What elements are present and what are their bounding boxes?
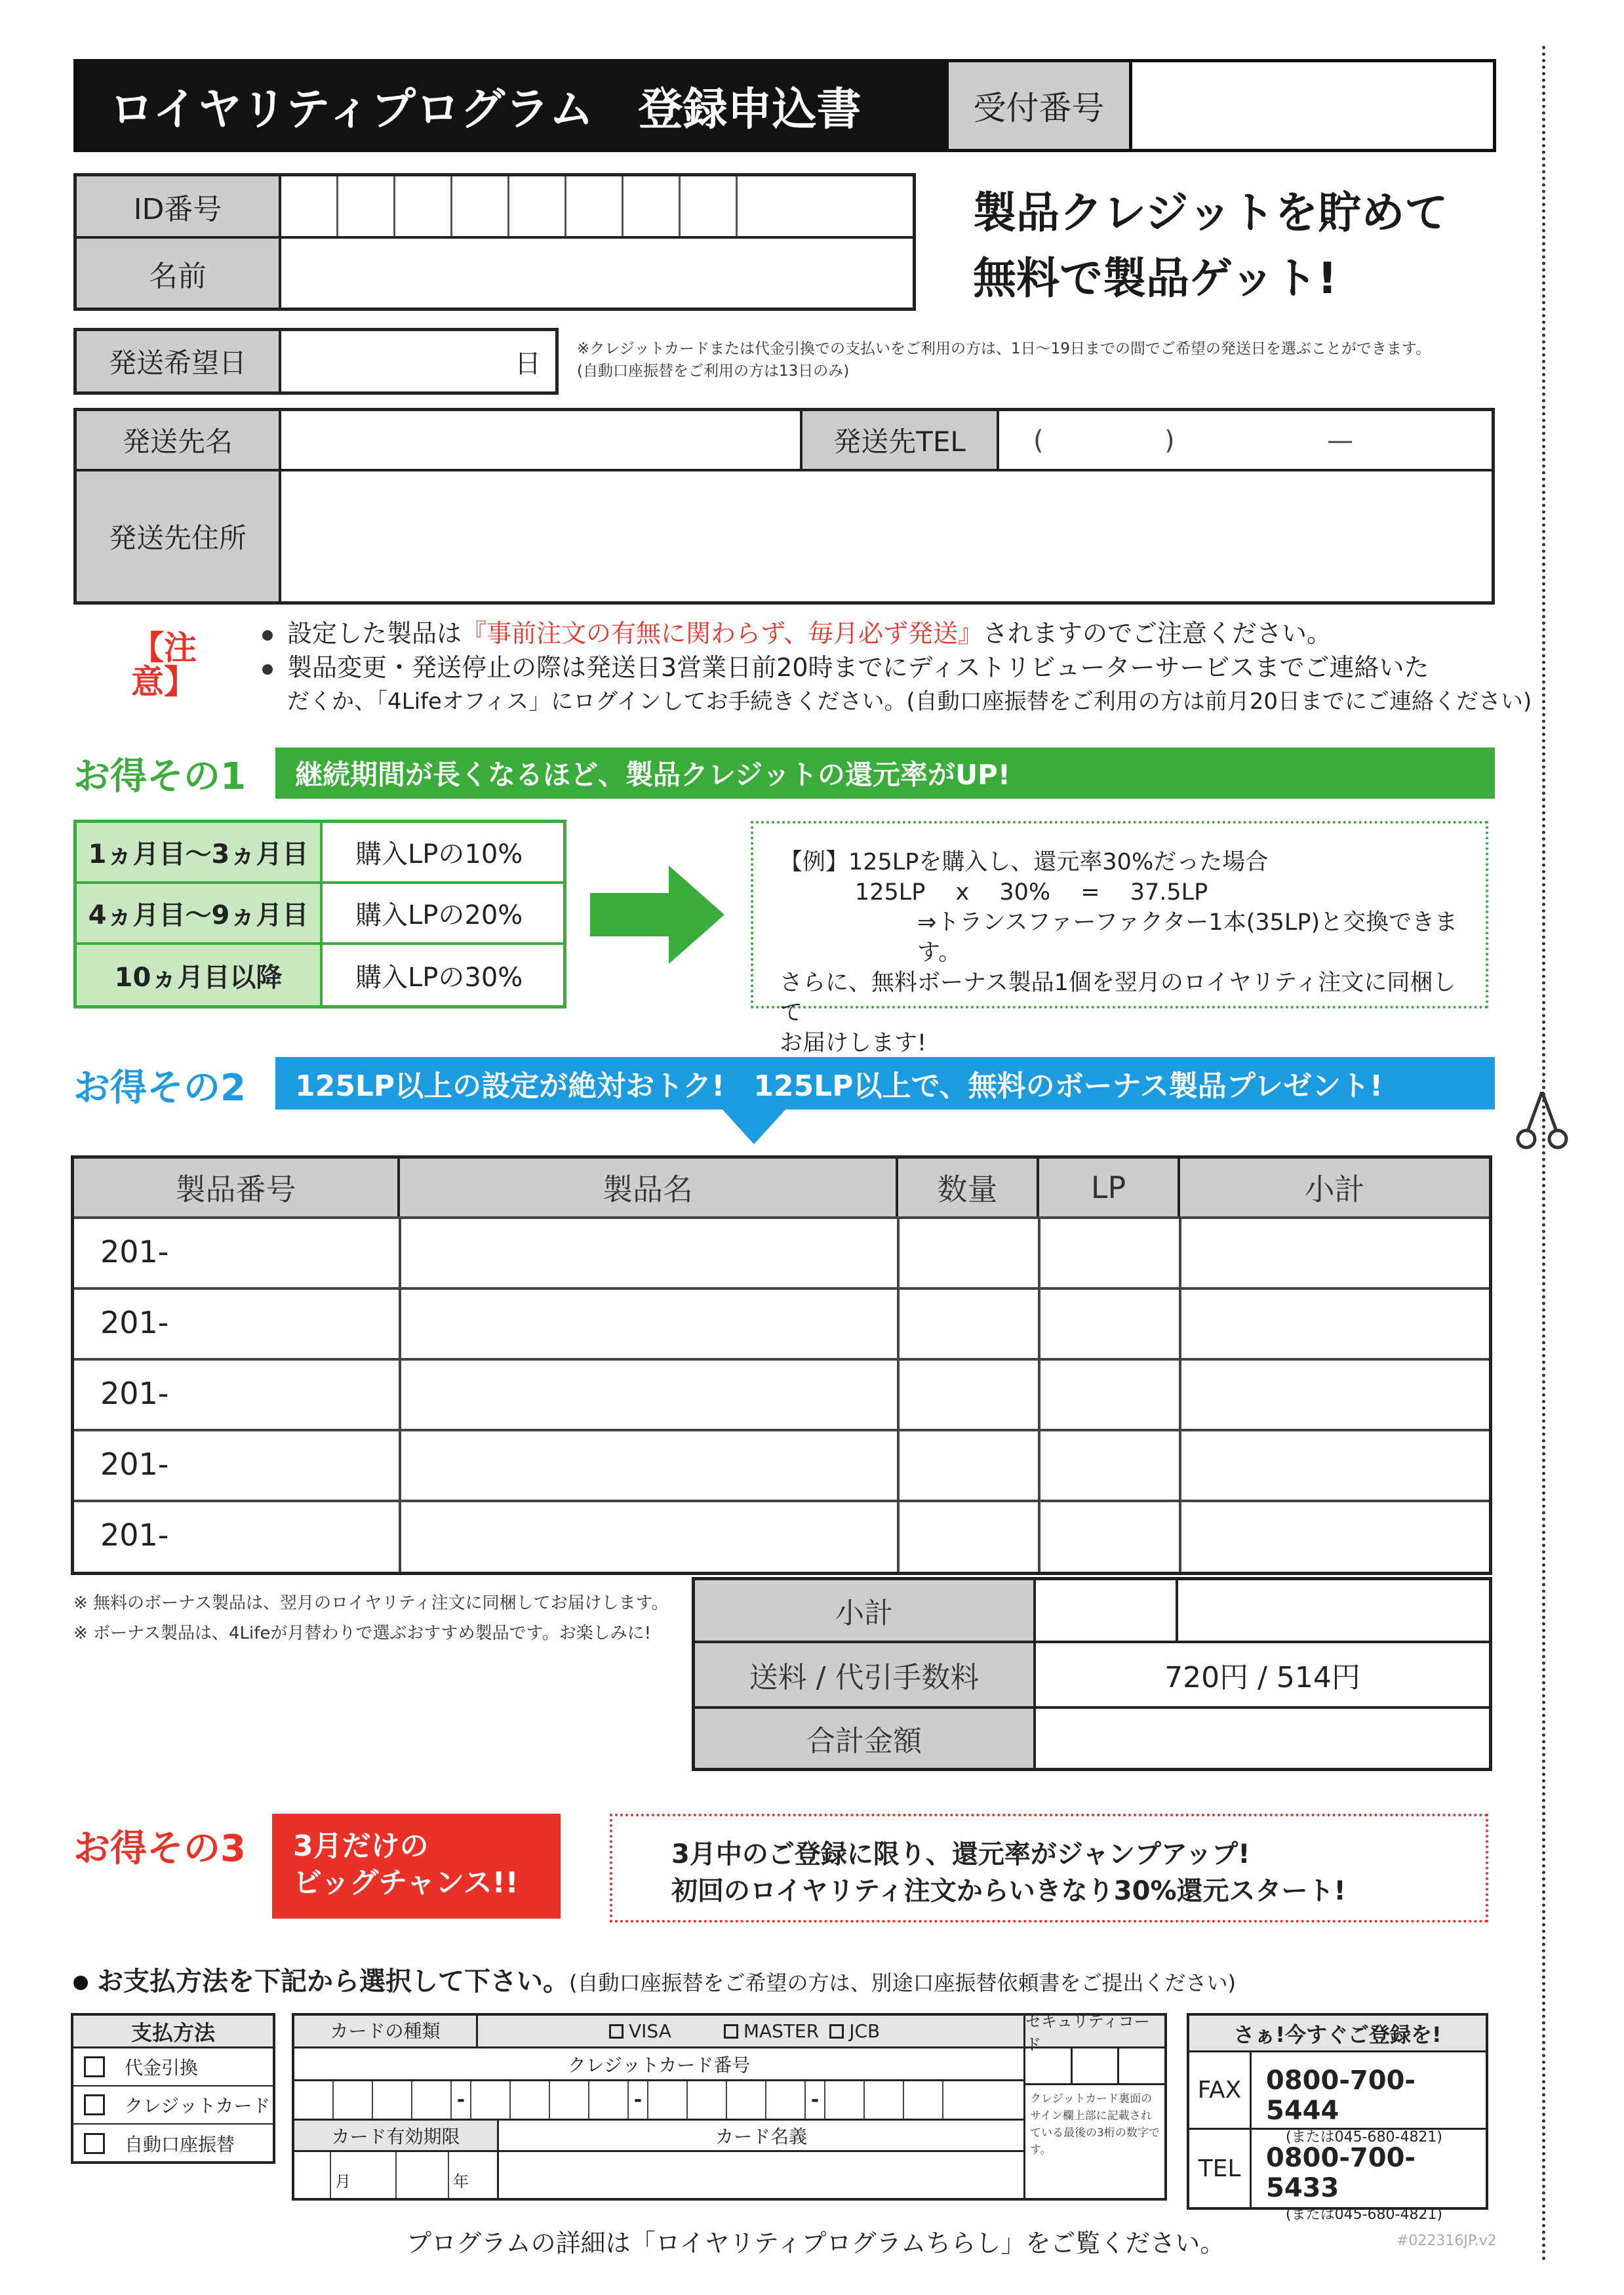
contact-heading: さぁ!今すぐご登録を!: [1189, 2016, 1486, 2052]
tel-close-paren: ): [1164, 426, 1175, 456]
payment-option-bank[interactable]: [73, 2125, 273, 2163]
receipt-number-field[interactable]: [1129, 62, 1493, 149]
name-field[interactable]: [281, 239, 913, 308]
form-title: ロイヤリティプログラム 登録申込書: [77, 62, 945, 149]
contact-box: [1187, 2013, 1488, 2223]
example-line4: さらに、無料ボーナス製品1個を翌月のロイヤリティ注文に同梱して: [780, 970, 1456, 1026]
checkbox[interactable]: [724, 2024, 738, 2039]
checkbox[interactable]: [84, 2133, 105, 2154]
card-number-label: クレジットカード番号: [294, 2048, 1025, 2081]
notice-heading: 【注意】: [131, 629, 197, 701]
rate-period: 1ヵ月目〜3ヵ月目: [77, 823, 323, 881]
name-label: 名前: [77, 239, 281, 308]
ship-date-box: [73, 328, 559, 395]
dest-address-label: 発送先住所: [77, 471, 281, 601]
example-line5: お届けします!: [780, 1030, 927, 1056]
fax-label: FAX: [1189, 2052, 1252, 2128]
card-name-field[interactable]: [499, 2152, 1025, 2198]
table-row[interactable]: 201-: [100, 1447, 169, 1482]
dest-address-field[interactable]: [281, 471, 1492, 601]
tagline-line1: 製品クレジットを貯めて: [973, 188, 1448, 238]
bullet-icon: [262, 664, 273, 675]
dest-tel-label: 発送先TEL: [802, 411, 999, 469]
total-label: 合計金額: [695, 1709, 1036, 1768]
benefit3-title: お得その3: [73, 1827, 246, 1870]
col-header-product-code: 製品番号: [74, 1159, 400, 1216]
id-number-field[interactable]: [281, 176, 913, 236]
rate-value: 購入LPの20%: [355, 900, 523, 930]
ship-date-label: 発送希望日: [77, 331, 281, 391]
ship-note-line1: ※クレジットカードまたは代金引換での支払いをご利用の方は、1日〜19日までの間でご希望の発送日を選ぶことができます。: [577, 340, 1431, 357]
dest-tel-field[interactable]: [999, 411, 1492, 469]
payment-option-credit[interactable]: [73, 2086, 273, 2125]
card-type-label: カードの種類: [294, 2015, 478, 2048]
notice-line1-pre: 設定した製品は: [287, 619, 462, 648]
tagline: [973, 180, 1448, 311]
benefit3-box: [610, 1814, 1488, 1923]
arrow-down-icon: [721, 1108, 787, 1144]
ship-note-line2: (自動口座振替をご利用の方は13日のみ): [577, 363, 850, 380]
tel-label: TEL: [1189, 2130, 1252, 2207]
dest-name-field[interactable]: [281, 411, 802, 469]
example-line1: 【例】125LPを購入し、還元率30%だった場合: [780, 849, 1269, 875]
option-label: 代金引換: [125, 2057, 199, 2079]
fax-number: 0800-700-5444: [1266, 2066, 1416, 2126]
benefit2-banner: 125LP以上の設定が絶対おトク! 125LP以上で、無料のボーナス製品プレゼント!: [275, 1057, 1495, 1109]
tel-dash: —: [1327, 426, 1353, 456]
table-row[interactable]: 201-: [100, 1376, 169, 1411]
subtotal-label: 小計: [695, 1580, 1036, 1641]
payment-heading-text: お支払方法を下記から選択して下さい。: [97, 1966, 569, 1997]
notice-line2: 製品変更・発送停止の際は発送日3営業日前20時までにディストリビューターサービスまでご連絡いた: [287, 653, 1429, 682]
return-rate-table: [73, 820, 566, 1008]
form-header: [73, 59, 1496, 152]
col-header-quantity: 数量: [898, 1159, 1039, 1216]
rate-period: 10ヵ月目以降: [77, 945, 323, 1005]
benefit3-line2: 初回のロイヤリティ注文からいきなり30%還元スタート!: [671, 1876, 1346, 1906]
card-type-text: MASTER: [743, 2020, 820, 2042]
table-note-2: ※ ボーナス製品は、4Lifeが月替わりで選ぶおすすめ製品です。お楽しみに!: [73, 1624, 652, 1643]
ship-date-field[interactable]: [281, 331, 555, 391]
checkbox[interactable]: [84, 2094, 105, 2115]
total-field[interactable]: [1036, 1709, 1489, 1768]
payment-method-box: [71, 2013, 275, 2164]
card-number-field[interactable]: - - -: [294, 2081, 1025, 2121]
notice-line1-post: されますのでご注意ください。: [982, 619, 1332, 648]
id-label: ID番号: [77, 176, 281, 236]
big-chance-badge: [272, 1814, 561, 1919]
rate-row: [77, 945, 563, 1005]
card-type-text: VISA: [629, 2020, 671, 2042]
arrow-right-icon: [590, 866, 728, 964]
benefit2-title: お得その2: [73, 1067, 246, 1109]
checkbox[interactable]: [84, 2056, 105, 2077]
benefit1-banner: 継続期間が長くなるほど、製品クレジットの還元率がUP!: [275, 748, 1495, 799]
example-box: [751, 821, 1488, 1056]
bullet-icon: [262, 630, 273, 641]
payment-heading: [73, 1961, 1236, 1998]
payment-option-cod[interactable]: [73, 2048, 273, 2086]
destination-box: [73, 408, 1495, 605]
table-notes: [73, 1588, 669, 1648]
bullet-icon: [73, 1976, 88, 1990]
payment-heading-note: (自動口座振替をご希望の方は、別途口座振替依頼書をご提出ください): [569, 1970, 1236, 1995]
fax-alt-number: (または045-680-4821): [1286, 2129, 1443, 2145]
card-type-master[interactable]: [724, 2020, 819, 2042]
expiry-label: カード有効期限: [294, 2121, 499, 2152]
scissors-icon: [1516, 1092, 1568, 1151]
security-code-note: クレジットカード裏面のサイン欄上部に記載されている最後の3桁の数字です。: [1030, 2092, 1160, 2157]
option-label: 自動口座振替: [125, 2134, 235, 2155]
col-header-lp: LP: [1039, 1159, 1180, 1216]
member-info-box: [73, 173, 916, 311]
notice-line3: だくか、「4Lifeオフィス」にログインしてお手続きください。(自動口座振替をご利用の方は前月20日までにご連絡ください): [287, 688, 1532, 715]
security-code-field[interactable]: [1025, 2048, 1164, 2085]
table-row[interactable]: 201-: [100, 1305, 169, 1340]
table-row[interactable]: 201-: [100, 1517, 169, 1553]
rate-period: 4ヵ月目〜9ヵ月目: [77, 884, 323, 942]
table-row[interactable]: 201-: [100, 1234, 169, 1269]
col-header-subtotal: 小計: [1180, 1159, 1489, 1216]
benefit3-line1: 3月中のご登録に限り、還元率がジャンプアップ!: [671, 1839, 1250, 1869]
card-type-jcb[interactable]: [829, 2020, 880, 2042]
year-suffix: 年: [453, 2172, 469, 2191]
security-code-label: セキュリティコード: [1025, 2016, 1164, 2048]
col-header-product-name: 製品名: [400, 1159, 898, 1216]
rate-row: [77, 823, 563, 884]
expiry-field[interactable]: [294, 2152, 499, 2198]
shipping-fee-value: 720円 / 514円: [1164, 1661, 1360, 1694]
credit-card-box: [292, 2013, 1167, 2201]
receipt-number-label: 受付番号: [945, 62, 1129, 149]
rate-value: 購入LPの10%: [355, 839, 523, 869]
rate-value: 購入LPの30%: [355, 962, 523, 993]
badge-line2: ビッグチャンス!!: [293, 1866, 519, 1900]
rate-row: [77, 884, 563, 945]
badge-line1: 3月だけの: [293, 1829, 429, 1863]
example-line3: ⇒トランスファーファクター1本(35LP)と交換できます。: [917, 909, 1458, 966]
checkbox[interactable]: [829, 2024, 844, 2039]
tel-open-paren: (: [1033, 426, 1044, 456]
subtotal-field[interactable]: [1178, 1580, 1489, 1641]
tagline-line2: 無料で製品ゲット!: [973, 253, 1337, 304]
footer-text: プログラムの詳細は「ロイヤリティプログラムちらし」をご覧ください。: [406, 2229, 1225, 2258]
card-name-label: カード名義: [499, 2121, 1025, 2152]
day-suffix: 日: [515, 348, 541, 379]
ship-date-note: [577, 338, 1431, 382]
totals-box: [692, 1577, 1492, 1771]
payment-method-label: 支払方法: [73, 2016, 273, 2048]
cut-line: [1542, 46, 1545, 2262]
product-table: [71, 1155, 1492, 1575]
table-note-1: ※ 無料のボーナス製品は、翌月のロイヤリティ注文に同梱してお届けします。: [73, 1593, 669, 1613]
tel-number: 0800-700-5433: [1266, 2143, 1416, 2203]
month-suffix: 月: [335, 2172, 351, 2191]
option-label: クレジットカード: [125, 2095, 271, 2117]
document-code: #022316JP.v2: [1396, 2233, 1497, 2249]
card-type-visa[interactable]: [609, 2020, 671, 2042]
benefit1-title: お得その1: [73, 755, 246, 798]
checkbox[interactable]: [609, 2024, 624, 2039]
dest-name-label: 発送先名: [77, 411, 281, 469]
tel-alt-number: (または045-680-4821): [1286, 2206, 1443, 2223]
shipping-fee-label: 送料 / 代引手数料: [695, 1643, 1036, 1706]
example-line2: 125LP x 30% = 37.5LP: [855, 879, 1208, 906]
card-type-text: JCB: [849, 2020, 881, 2042]
notice-line1-emphasis: 『事前注文の有無に関わらず、毎月必ず発送』: [462, 619, 983, 648]
